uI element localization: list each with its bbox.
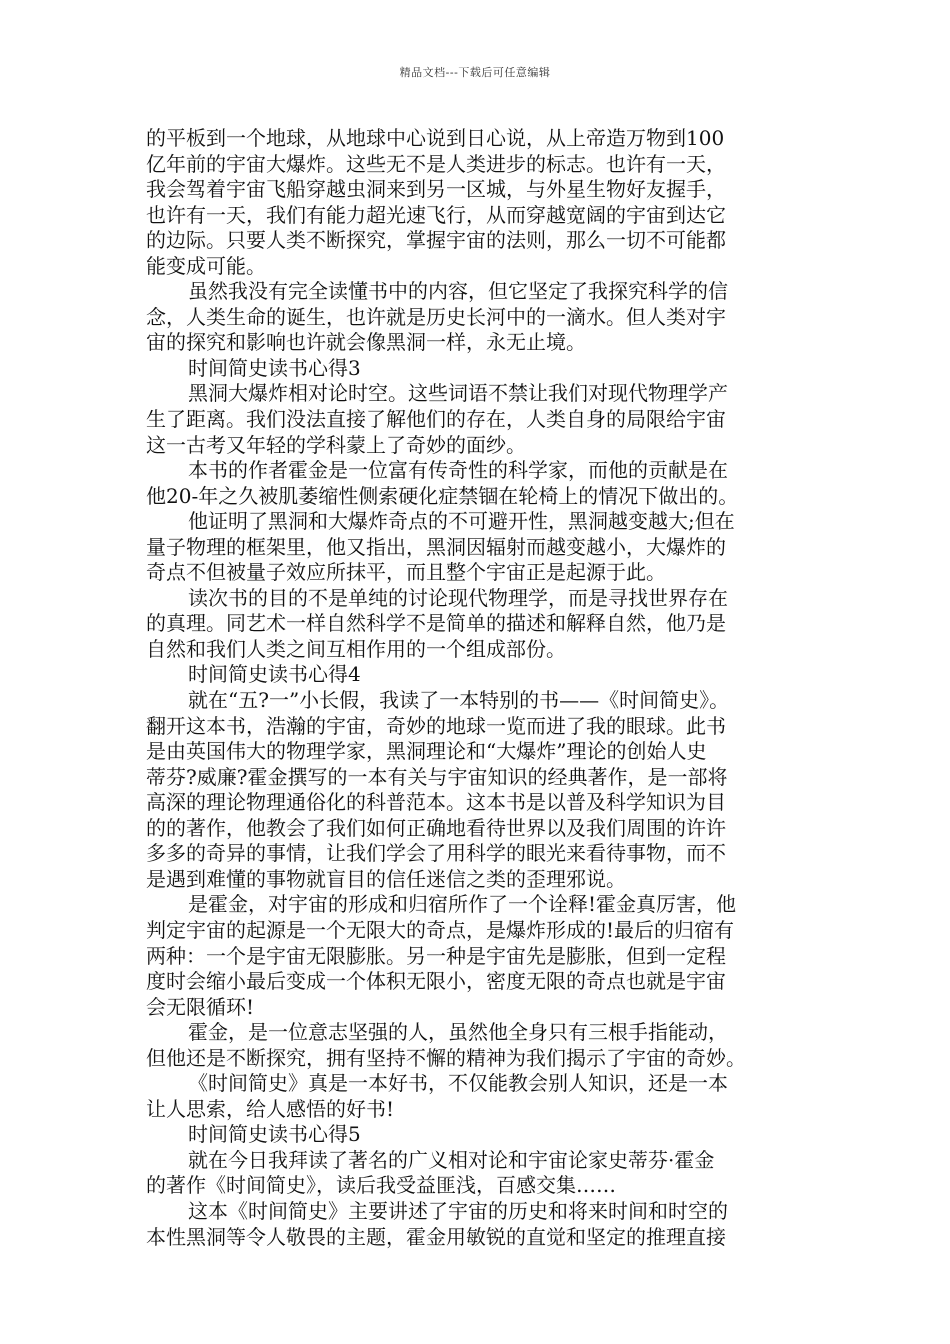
- text-line: 两种：一个是宇宙无限膨胀。另一种是宇宙先是膨胀，但到一定程: [146, 943, 726, 968]
- text-line: 《时间简史》真是一本好书，不仅能教会别人知识，还是一本: [188, 1071, 728, 1096]
- text-line: 是霍金，对宇宙的形成和归宿所作了一个诠释!霍金真厉害，他: [188, 892, 737, 917]
- text-line: 宙的探究和影响也许就会像黑洞一样，永无止境。: [146, 330, 586, 355]
- page-header: 精品文档---下载后可任意编辑: [399, 66, 551, 79]
- text-line: 亿年前的宇宙大爆炸。这些无不是人类进步的标志。也许有一天，: [146, 151, 726, 176]
- text-line: 时间简史读书心得4: [188, 662, 361, 687]
- text-line: 黑洞大爆炸相对论时空。这些词语不禁让我们对现代物理学产: [188, 381, 728, 406]
- text-line: 自然和我们人类之间互相作用的一个组成部份。: [146, 636, 566, 661]
- text-line: 本书的作者霍金是一位富有传奇性的科学家，而他的贡献是在: [188, 458, 728, 483]
- text-line: 本性黑洞等令人敬畏的主题，霍金用敏锐的直觉和坚定的推理直接: [146, 1224, 726, 1249]
- text-line: 度时会缩小最后变成一个体积无限小，密度无限的奇点也就是宇宙: [146, 969, 726, 994]
- document-body: [146, 126, 806, 1250]
- text-line: 的真理。同艺术一样自然科学不是简单的描述和解释自然，他乃是: [146, 611, 726, 636]
- text-line: 也许有一天，我们有能力超光速飞行，从而穿越宽阔的宇宙到达它: [146, 202, 726, 227]
- text-line: 翻开这本书，浩瀚的宇宙，奇妙的地球一览而进了我的眼球。此书: [146, 713, 726, 738]
- text-line: 判定宇宙的起源是一个无限大的奇点，是爆炸形成的!最后的归宿有: [146, 917, 735, 942]
- text-line: 虽然我没有完全读懂书中的内容，但它坚定了我探究科学的信: [188, 279, 728, 304]
- text-line: 会无限循环!: [146, 994, 255, 1019]
- text-line: 是由英国伟大的物理学家，黑洞理论和“大爆炸”理论的创始人史: [146, 739, 707, 764]
- text-line: 这一古考又年轻的学科蒙上了奇妙的面纱。: [146, 432, 526, 457]
- text-line: 是遇到难懂的事物就盲目的信任迷信之类的歪理邪说。: [146, 866, 626, 891]
- text-line: 高深的理论物理通俗化的科普范本。这本书是以普及科学知识为目: [146, 790, 726, 815]
- text-line: 多多的奇异的事情，让我们学会了用科学的眼光来看待事物，而不: [146, 841, 726, 866]
- text-line: 的平板到一个地球，从地球中心说到日心说，从上帝造万物到100: [146, 126, 725, 150]
- text-line: 的的著作，他教会了我们如何正确地看待世界以及我们周围的许许: [146, 815, 726, 840]
- text-line: 读次书的目的不是单纯的讨论现代物理学，而是寻找世界存在: [188, 585, 728, 610]
- text-line: 时间简史读书心得5: [188, 1122, 361, 1147]
- text-line: 让人思索，给人感悟的好书!: [146, 1096, 395, 1121]
- text-line: 这本《时间简史》主要讲述了宇宙的历史和将来时间和时空的: [188, 1198, 728, 1223]
- text-line: 他证明了黑洞和大爆炸奇点的不可避开性，黑洞越变越大;但在: [188, 509, 735, 534]
- text-line: 念，人类生命的诞生，也许就是历史长河中的一滴水。但人类对宇: [146, 304, 726, 329]
- text-line: 霍金，是一位意志坚强的人，虽然他全身只有三根手指能动，: [188, 1020, 728, 1045]
- text-line: 的边际。只要人类不断探究，掌握宇宙的法则，那么一切不可能都: [146, 228, 726, 253]
- text-line: 蒂芬?威廉?霍金撰写的一本有关与宇宙知识的经典著作，是一部将: [146, 764, 728, 789]
- text-line: 但他还是不断探究，拥有坚持不懈的精神为我们揭示了宇宙的奇妙。: [146, 1045, 746, 1070]
- text-line: 量子物理的框架里，他又指出，黑洞因辐射而越变越小，大爆炸的: [146, 534, 726, 559]
- text-line: 生了距离。我们没法直接了解他们的存在，人类自身的局限给宇宙: [146, 407, 726, 432]
- text-line: 就在今日我拜读了著名的广义相对论和宇宙论家史蒂芬·霍金: [188, 1147, 715, 1172]
- text-line: 我会驾着宇宙飞船穿越虫洞来到另一区城，与外星生物好友握手，: [146, 177, 726, 202]
- text-line: 他20-年之久被肌萎缩性侧索硬化症禁锢在轮椅上的情况下做出的。: [146, 483, 739, 508]
- text-line: 的著作《时间简史》，读后我受益匪浅，百感交集……: [146, 1173, 616, 1198]
- text-line: 时间简史读书心得3: [188, 355, 361, 380]
- text-line: 奇点不但被量子效应所抹平，而且整个宇宙正是起源于此。: [146, 560, 666, 585]
- text-line: 能变成可能。: [146, 253, 266, 278]
- text-line: 就在“五?一”小长假，我读了一本特别的书——《时间简史》。: [188, 688, 730, 713]
